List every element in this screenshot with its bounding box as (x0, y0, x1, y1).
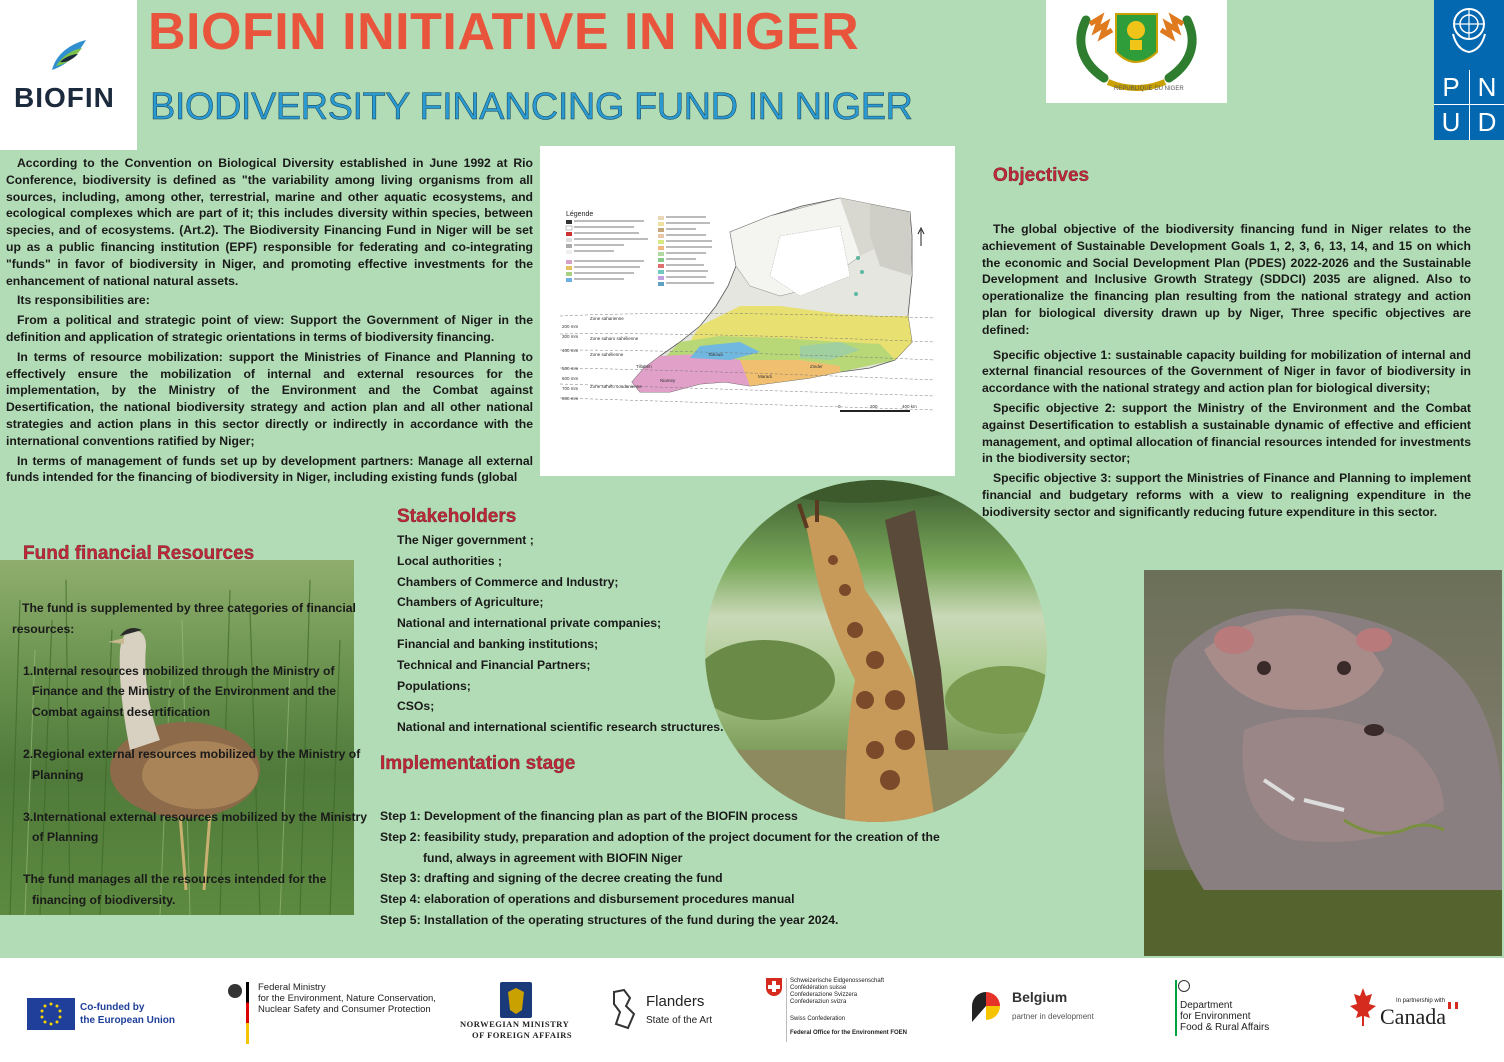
partners-footer (0, 958, 1504, 1062)
canada-partnership-text: In partnership with (1396, 998, 1446, 1004)
german-eagle-icon (228, 984, 242, 998)
page-title: BIOFIN INITIATIVE IN NIGER (148, 3, 860, 61)
stakeholder-item: Technical and Financial Partners; (397, 657, 591, 672)
defra-crest-icon (1178, 980, 1190, 992)
objectives-heading: Objectives (993, 165, 1090, 186)
germany-text-line: Federal Ministry (258, 982, 326, 993)
region-label: Maradi (758, 374, 772, 379)
stakeholder-item: The Niger government ; (397, 533, 534, 547)
biofin-logo-text: BIOFIN (14, 82, 115, 113)
undp-letter-n: N (1477, 72, 1497, 102)
belgium-text-line: Belgium (1012, 989, 1068, 1005)
region-label: Tillabéri (636, 364, 652, 369)
scale-label: 400 km (902, 404, 917, 409)
stakeholder-item: CSOs; (397, 699, 435, 714)
fund-item: 1.Internal resources mobilized through the Ministry of Finance and the Ministry of the Environment and the Combat against desertification (23, 663, 337, 720)
eu-text-line: the European Union (80, 1015, 175, 1026)
fund-resources-heading: Fund financial Resources (23, 543, 255, 564)
belgium-text-line: partner in development (1012, 1012, 1094, 1021)
isohyet-label: 800 mm (562, 396, 579, 401)
stakeholder-item: Chambers of Commerce and Industry; (397, 574, 619, 589)
coat-motto: REPUBLIQUE DU NIGER (1114, 86, 1184, 92)
implementation-step: Step 1: Development of the financing plan as part of the BIOFIN process (380, 809, 798, 823)
stakeholder-item: Financial and banking institutions; (397, 636, 599, 651)
belgium-logo-icon (972, 990, 1000, 1024)
implementation-steps (380, 806, 970, 931)
defra-text-line: for Environment (1180, 1011, 1251, 1022)
isohyet-label: 500 mm (562, 366, 579, 371)
implementation-step: Step 2: feasibility study, preparation and adoption of the project document for the creation of the (380, 829, 940, 844)
norway-text-line: OF FOREIGN AFFAIRS (472, 1030, 573, 1040)
isohyet-label: 200 mm (562, 324, 579, 329)
german-flag-bar (246, 982, 249, 1044)
stakeholder-item: National and international scientific research structures. (397, 720, 724, 735)
objectives-text (982, 221, 1471, 524)
isohyet-label: 600 mm (562, 376, 579, 381)
swiss-text-line: Confederaziun svizra (790, 999, 847, 1005)
swiss-shield-icon (766, 978, 782, 996)
intro-paragraph: According to the Convention on Biological Diversity established in June 1992 at Rio Conference, biodiversity is defined as "the variability among living organisms from all sources, including, among other, terrestrial, marine and other aquatic ecosystems, and ecological complexes which are part of it; this includes diversity within species, between species, and of ecosystems. (Art.2). The Biodiversity Financing Fund in Niger will be set up as a public financing institution (EPF) responsible for federating and co-integrating "funds" in favor of biodiversity in Niger, and promoting effective investments for the enhancement of national natural assets. (6, 156, 533, 288)
fund-resources-text (12, 598, 368, 911)
objectives-paragraph: The global objective of the biodiversity financing fund in Niger relates to the achievement of Sustainable Development Goals 1, 2, 3, 6, 13, 14, and 15 on which the economic and Social Development Plan (PDES) 2022-2026 and the Sustainable Development and Inclusive Growth Strategy (SDDCI) 2035 are aligned. Also to operationalize the financing plan resulting from the national strategy and action plan for biological diversity drawn up by Niger, Three specific objectives are defined: (982, 222, 1471, 337)
region-label: Tahoua (708, 352, 723, 357)
undp-letter-u: U (1441, 107, 1461, 137)
defra-text-line: Food & Rural Affairs (1180, 1022, 1270, 1033)
implementation-step: Step 4: elaboration of operations and disbursement procedures manual (380, 892, 795, 907)
map-legend-title: Légende (566, 211, 594, 218)
flanders-lion-icon (610, 988, 638, 1030)
stakeholders-heading: Stakeholders (397, 506, 517, 527)
implementation-step-continued: fund, always in agreement with BIOFIN Niger (423, 850, 683, 865)
flanders-text-line: State of the Art (646, 1015, 713, 1026)
swiss-text-line: Federal Office for the Environment FOEN (790, 1030, 908, 1036)
scale-label: 200 (870, 404, 878, 409)
intro-paragraph: In terms of resource mobilization: support the Ministries of Finance and Planning to effectively ensure the mobilization of internal and external resources for the implementation, by the Ministry of the Environment and the Combat against Desertification, the national biodiversity strategy and action plan and all other national strategies and action plans in this sector directly or indirectly in accordance with the international conventions ratified by Niger; (6, 349, 533, 448)
biofin-leaf-icon (46, 36, 90, 76)
undp-letter-p: P (1442, 72, 1460, 102)
intro-text (6, 155, 533, 489)
norway-text-line: NORWEGIAN MINISTRY (460, 1019, 570, 1029)
intro-paragraph: In terms of management of funds set up by development partners: Manage all external funds intended for the financing of biodiversity in Niger, including existing funds (global (6, 453, 533, 485)
fund-outro: The fund manages all the resources intended for the financing of biodiversity. (23, 872, 327, 907)
isohyet-label: 700 mm (562, 386, 579, 391)
eu-text-line: Co-funded by (80, 1002, 145, 1013)
stakeholder-item: Chambers of Agriculture; (397, 595, 544, 610)
swiss-text-line: Schweizerische Eidgenossenschaft (790, 978, 885, 984)
intro-paragraph: From a political and strategic point of view: Support the Government of Niger in the definition and application of strategic orientations in terms of biodiversity financing. (6, 313, 533, 344)
stakeholder-item: Populations; (397, 678, 471, 693)
giraffe-photo (705, 480, 1047, 822)
page-subtitle: BIODIVERSITY FINANCING FUND IN NIGER (150, 86, 913, 128)
region-label: Niamey (660, 378, 676, 383)
north-arrow-icon (918, 228, 924, 246)
fund-intro: The fund is supplemented by three categories of financial resources: (12, 601, 356, 636)
stakeholders-list (397, 530, 723, 738)
objectives-paragraph: Specific objective 3: support the Ministries of Finance and Planning to implement financial and budgetary reforms with a view to realigning expenditure in the biodiversity sector and significantly reducing future expenditure in this sector. (982, 471, 1471, 519)
defra-text-line: Department (1180, 1000, 1233, 1011)
isohyet-label: 400 mm (562, 348, 579, 353)
scale-label: 0 (838, 404, 841, 409)
implementation-step: Step 5: Installation of the operating structures of the fund during the year 2024. (380, 912, 839, 927)
biofin-logo (0, 0, 137, 150)
niger-zones-map (540, 146, 955, 476)
germany-text-line: Nuclear Safety and Consumer Protection (258, 1004, 431, 1015)
zone-label: Zone sahélo soudanienne (590, 384, 642, 389)
fund-item: 2.Regional external resources mobilized by the Ministry of Planning (23, 746, 361, 782)
isohyet-label: 300 mm (562, 334, 579, 339)
swiss-text-line: Swiss Confederation (790, 1016, 846, 1022)
objectives-paragraph: Specific objective 1: sustainable capacity building for mobilization of internal and external financial resources of the Government of Niger in favor of biodiversity in accordance with the national strategy and action plan for biological diversity; (982, 347, 1471, 396)
undp-logo (1434, 0, 1504, 140)
canada-flag-icon (1448, 1002, 1458, 1009)
swiss-text-line: Confederazione Svizzera (790, 992, 858, 998)
eu-flag-icon (27, 998, 75, 1030)
un-emblem-icon (1449, 4, 1489, 56)
hippopotamus-photo (1144, 570, 1502, 956)
zone-label: Zone saharienne (590, 316, 624, 321)
zone-label: Zone saharo sahélienne (590, 336, 639, 341)
niger-coat-of-arms (1046, 0, 1227, 103)
implementation-heading: Implementation stage (380, 753, 576, 774)
swiss-text-line: Confédération suisse (790, 985, 847, 991)
fund-item: 3.International external resources mobilized by the Ministry of Planning (23, 809, 368, 845)
germany-text-line: for the Environment, Nature Conservation, (258, 993, 436, 1004)
stakeholder-item: Local authorities ; (397, 553, 502, 568)
region-label: Zinder (810, 364, 823, 369)
intro-paragraph: Its responsibilities are: (17, 293, 150, 308)
zone-label: Zone sahélienne (590, 352, 624, 357)
undp-letter-d: D (1477, 107, 1497, 137)
norway-coat-icon (500, 982, 532, 1018)
canada-wordmark: Canada (1380, 1004, 1446, 1029)
maple-leaf-icon (1350, 988, 1376, 1026)
stakeholder-item: National and international private companies; (397, 616, 662, 631)
objectives-paragraph: Specific objective 2: support the Ministry of the Environment and the Combat against Desertification to establish a sustainable dynamic of effective and efficient management, and optimal allocation of financial resources intended for investments in the biodiversity sector; (982, 400, 1471, 466)
implementation-step: Step 3: drafting and signing of the decree creating the fund (380, 871, 723, 886)
flanders-text-line: Flanders (646, 993, 705, 1010)
